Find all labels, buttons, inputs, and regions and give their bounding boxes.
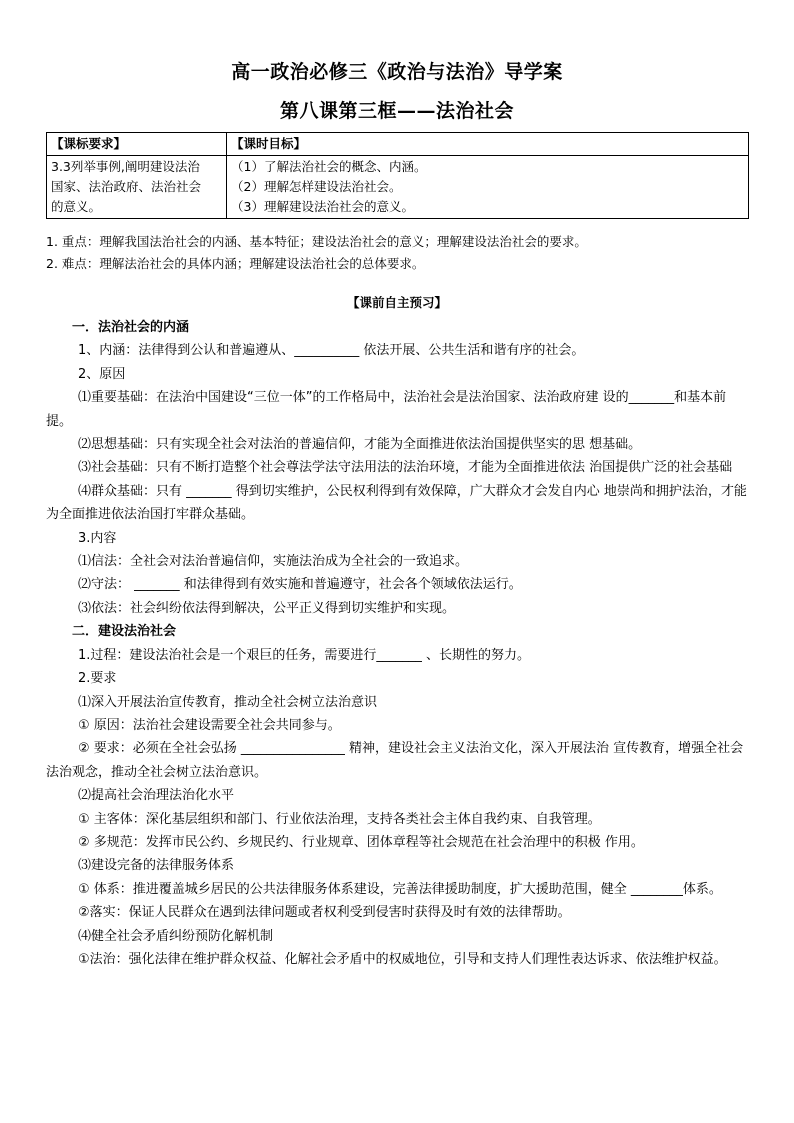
difficulty-line: 2. 难点：理解法治社会的具体内涵；理解建设法治社会的总体要求。	[46, 256, 425, 271]
content-paragraph: ② 要求：必须在全社会弘扬 ________________ 精神，建设社会主义法治文化，深入开展法治 宣传教育，增强全社会法治观念，推动全社会树立法治意识。	[46, 741, 744, 780]
content-paragraph: ⑵提高社会治理法治化水平	[78, 788, 235, 804]
goal-line: （3）理解建设法治社会的意义。	[231, 199, 414, 214]
content-paragraph: ①法治：强化法律在维护群众权益、化解社会矛盾中的权威地位，引导和支持人们理性表达诉求、依法维护权益。	[78, 951, 727, 967]
document-title: 高一政治必修三《政治与法治》导学案	[231, 61, 563, 83]
content-paragraph: ⑶建设完备的法律服务体系	[78, 858, 235, 874]
content-paragraph: ① 原因：法治社会建设需要全社会共同参与。	[78, 717, 341, 733]
content-paragraph: ⑶依法：社会纠纷依法得到解决，公平正义得到切实维护和实现。	[78, 600, 456, 616]
content-paragraph: 二．建设法治社会	[72, 624, 177, 640]
content-paragraph: ⑴重要基础：在法治中国建设“三位一体”的工作格局中，法治社会是法治国家、法治政府建 设的_______和基本前提。	[46, 390, 727, 429]
content-paragraph: 一．法治社会的内涵	[72, 320, 190, 335]
content-paragraph: ① 体系：推进覆盖城乡居民的公共法律服务体系建设，完善法律援助制度，扩大援助范围，健全 ________体系。	[78, 881, 722, 897]
content-paragraph: 2、原因	[78, 366, 126, 382]
content-paragraph: 3.内容	[78, 530, 117, 546]
content-paragraph: ⑵思想基础：只有实现全社会对法治的普遍信仰，才能为全面推进依法治国提供坚实的思 想基础。	[78, 437, 642, 453]
goals-cell	[227, 156, 749, 219]
content-paragraph: ⑶社会基础：只有不断打造整个社会尊法学法守法用法的法治环境，才能为全面推进依法 治国提供广泛的社会基础	[78, 460, 733, 476]
goal-line: （2）理解怎样建设法治社会。	[231, 179, 402, 194]
content-paragraph: 1.过程：建设法治社会是一个艰巨的任务，需要进行_______ 、长期性的努力。	[78, 647, 531, 663]
objectives-table	[46, 132, 749, 219]
section-title: 【课前自主预习】	[346, 295, 447, 310]
standard-line: 国家、法治政府、法治社会	[51, 179, 202, 194]
content-paragraph: ⑷健全社会矛盾纠纷预防化解机制	[78, 928, 274, 944]
content-paragraph: 2.要求	[78, 671, 117, 687]
standard-line: 3.3列举事例,阐明建设法治	[51, 159, 200, 174]
content-paragraph: ② 多规范：发挥市民公约、乡规民约、行业规章、团体章程等社会规范在社会治理中的积极 作用。	[78, 834, 644, 850]
content-paragraph: 1、内涵：法律得到公认和普遍遵从、__________ 依法开展、公共生活和谐有序的社会。	[78, 343, 585, 359]
preview-content	[46, 316, 752, 971]
key-points	[46, 231, 587, 275]
key-point-line: 1. 重点：理解我国法治社会的内涵、基本特征；建设法治社会的意义；理解建设法治社会的要求。	[46, 234, 587, 249]
content-paragraph: ②落实：保证人民群众在遇到法律问题或者权利受到侵害时获得及时有效的法律帮助。	[78, 905, 571, 921]
content-paragraph: ⑴信法：全社会对法治普遍信仰，实施法治成为全社会的一致追求。	[78, 554, 469, 570]
standard-line: 的意义。	[51, 199, 102, 214]
content-paragraph: ⑴深入开展法治宣传教育，推动全社会树立法治意识	[78, 694, 378, 710]
lesson-subtitle: 第八课第三框——法治社会	[279, 100, 514, 122]
table-header-goals: 【课时目标】	[227, 133, 749, 156]
goal-line: （1）了解法治社会的概念、内涵。	[231, 159, 427, 174]
content-paragraph: ① 主客体：深化基层组织和部门、行业依法治理，支持各类社会主体自我约束、自我管理。	[78, 811, 601, 827]
standard-cell	[47, 156, 227, 219]
content-paragraph: ⑷群众基础：只有 _______ 得到切实维护，公民权利得到有效保障，广大群众才会发自内心 地崇尚和拥护法治，才能为全面推进依法治国打牢群众基础。	[46, 483, 747, 523]
content-paragraph: ⑵守法： _______ 和法律得到有效实施和普遍遵守，社会各个领域依法运行。	[78, 577, 522, 593]
table-header-standard: 【课标要求】	[47, 133, 227, 156]
